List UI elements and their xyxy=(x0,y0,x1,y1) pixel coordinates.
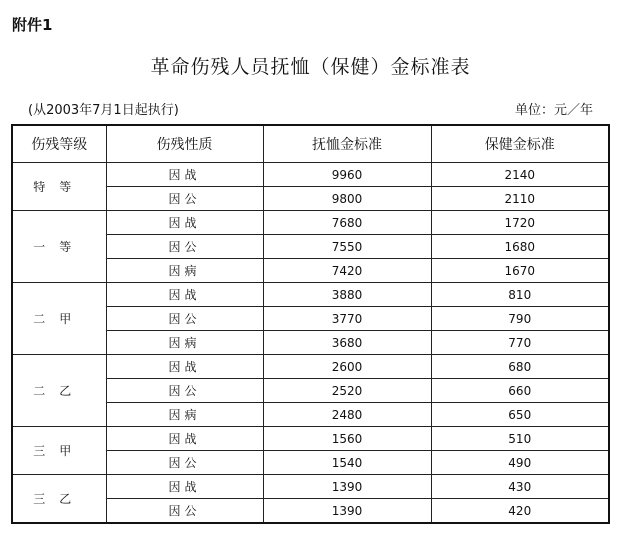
health-cell: 650 xyxy=(431,403,609,427)
pension-cell: 1560 xyxy=(263,427,431,451)
pension-cell: 2480 xyxy=(263,403,431,427)
health-cell: 660 xyxy=(431,379,609,403)
cause-cell: 因战 xyxy=(106,475,263,499)
cause-cell: 因战 xyxy=(106,283,263,307)
pension-cell: 2520 xyxy=(263,379,431,403)
pension-cell: 3770 xyxy=(263,307,431,331)
table-body xyxy=(12,163,609,524)
table-row xyxy=(12,475,609,499)
cause-cell: 因公 xyxy=(106,307,263,331)
grade-cell: 一等 xyxy=(12,211,106,283)
grade-cell: 三甲 xyxy=(12,427,106,475)
cause-cell: 因公 xyxy=(106,379,263,403)
health-cell: 1720 xyxy=(431,211,609,235)
unit-note: 单位：元／年 xyxy=(514,103,593,118)
grade-cell: 三乙 xyxy=(12,475,106,524)
health-cell: 510 xyxy=(431,427,609,451)
cause-cell: 因病 xyxy=(106,403,263,427)
pension-cell: 2600 xyxy=(263,355,431,379)
health-cell: 1670 xyxy=(431,259,609,283)
grade-cell: 特等 xyxy=(12,163,106,211)
table-row xyxy=(12,211,609,235)
health-cell: 790 xyxy=(431,307,609,331)
cause-cell: 因公 xyxy=(106,451,263,475)
health-cell: 810 xyxy=(431,283,609,307)
grade-cell: 二乙 xyxy=(12,355,106,427)
column-header-grade: 伤残等级 xyxy=(12,125,106,163)
pension-cell: 9960 xyxy=(263,163,431,187)
column-header-cause: 伤残性质 xyxy=(106,125,263,163)
table-row xyxy=(12,163,609,187)
document-title: 革命伤残人员抚恤（保健）金标准表 xyxy=(150,56,471,78)
cause-cell: 因战 xyxy=(106,355,263,379)
health-cell: 2140 xyxy=(431,163,609,187)
cause-cell: 因战 xyxy=(106,163,263,187)
health-cell: 420 xyxy=(431,499,609,524)
cause-cell: 因战 xyxy=(106,427,263,451)
health-cell: 2110 xyxy=(431,187,609,211)
health-cell: 430 xyxy=(431,475,609,499)
pension-cell: 7550 xyxy=(263,235,431,259)
table-header-row xyxy=(12,125,609,163)
attachment-label: 附件1 xyxy=(12,16,53,34)
pension-cell: 7680 xyxy=(263,211,431,235)
pension-cell: 1540 xyxy=(263,451,431,475)
grade-cell: 二甲 xyxy=(12,283,106,355)
health-cell: 770 xyxy=(431,331,609,355)
effective-date-note: (从2003年7月1日起执行) xyxy=(28,103,179,118)
pension-standard-table xyxy=(11,124,610,524)
table-row xyxy=(12,283,609,307)
pension-cell: 1390 xyxy=(263,499,431,524)
column-header-health: 保健金标准 xyxy=(431,125,609,163)
health-cell: 1680 xyxy=(431,235,609,259)
pension-cell: 9800 xyxy=(263,187,431,211)
health-cell: 680 xyxy=(431,355,609,379)
cause-cell: 因战 xyxy=(106,211,263,235)
pension-cell: 3880 xyxy=(263,283,431,307)
table-row xyxy=(12,427,609,451)
cause-cell: 因病 xyxy=(106,331,263,355)
cause-cell: 因病 xyxy=(106,259,263,283)
pension-cell: 3680 xyxy=(263,331,431,355)
cause-cell: 因公 xyxy=(106,499,263,524)
health-cell: 490 xyxy=(431,451,609,475)
table-row xyxy=(12,355,609,379)
pension-cell: 7420 xyxy=(263,259,431,283)
cause-cell: 因公 xyxy=(106,187,263,211)
cause-cell: 因公 xyxy=(106,235,263,259)
column-header-pension: 抚恤金标准 xyxy=(263,125,431,163)
pension-cell: 1390 xyxy=(263,475,431,499)
